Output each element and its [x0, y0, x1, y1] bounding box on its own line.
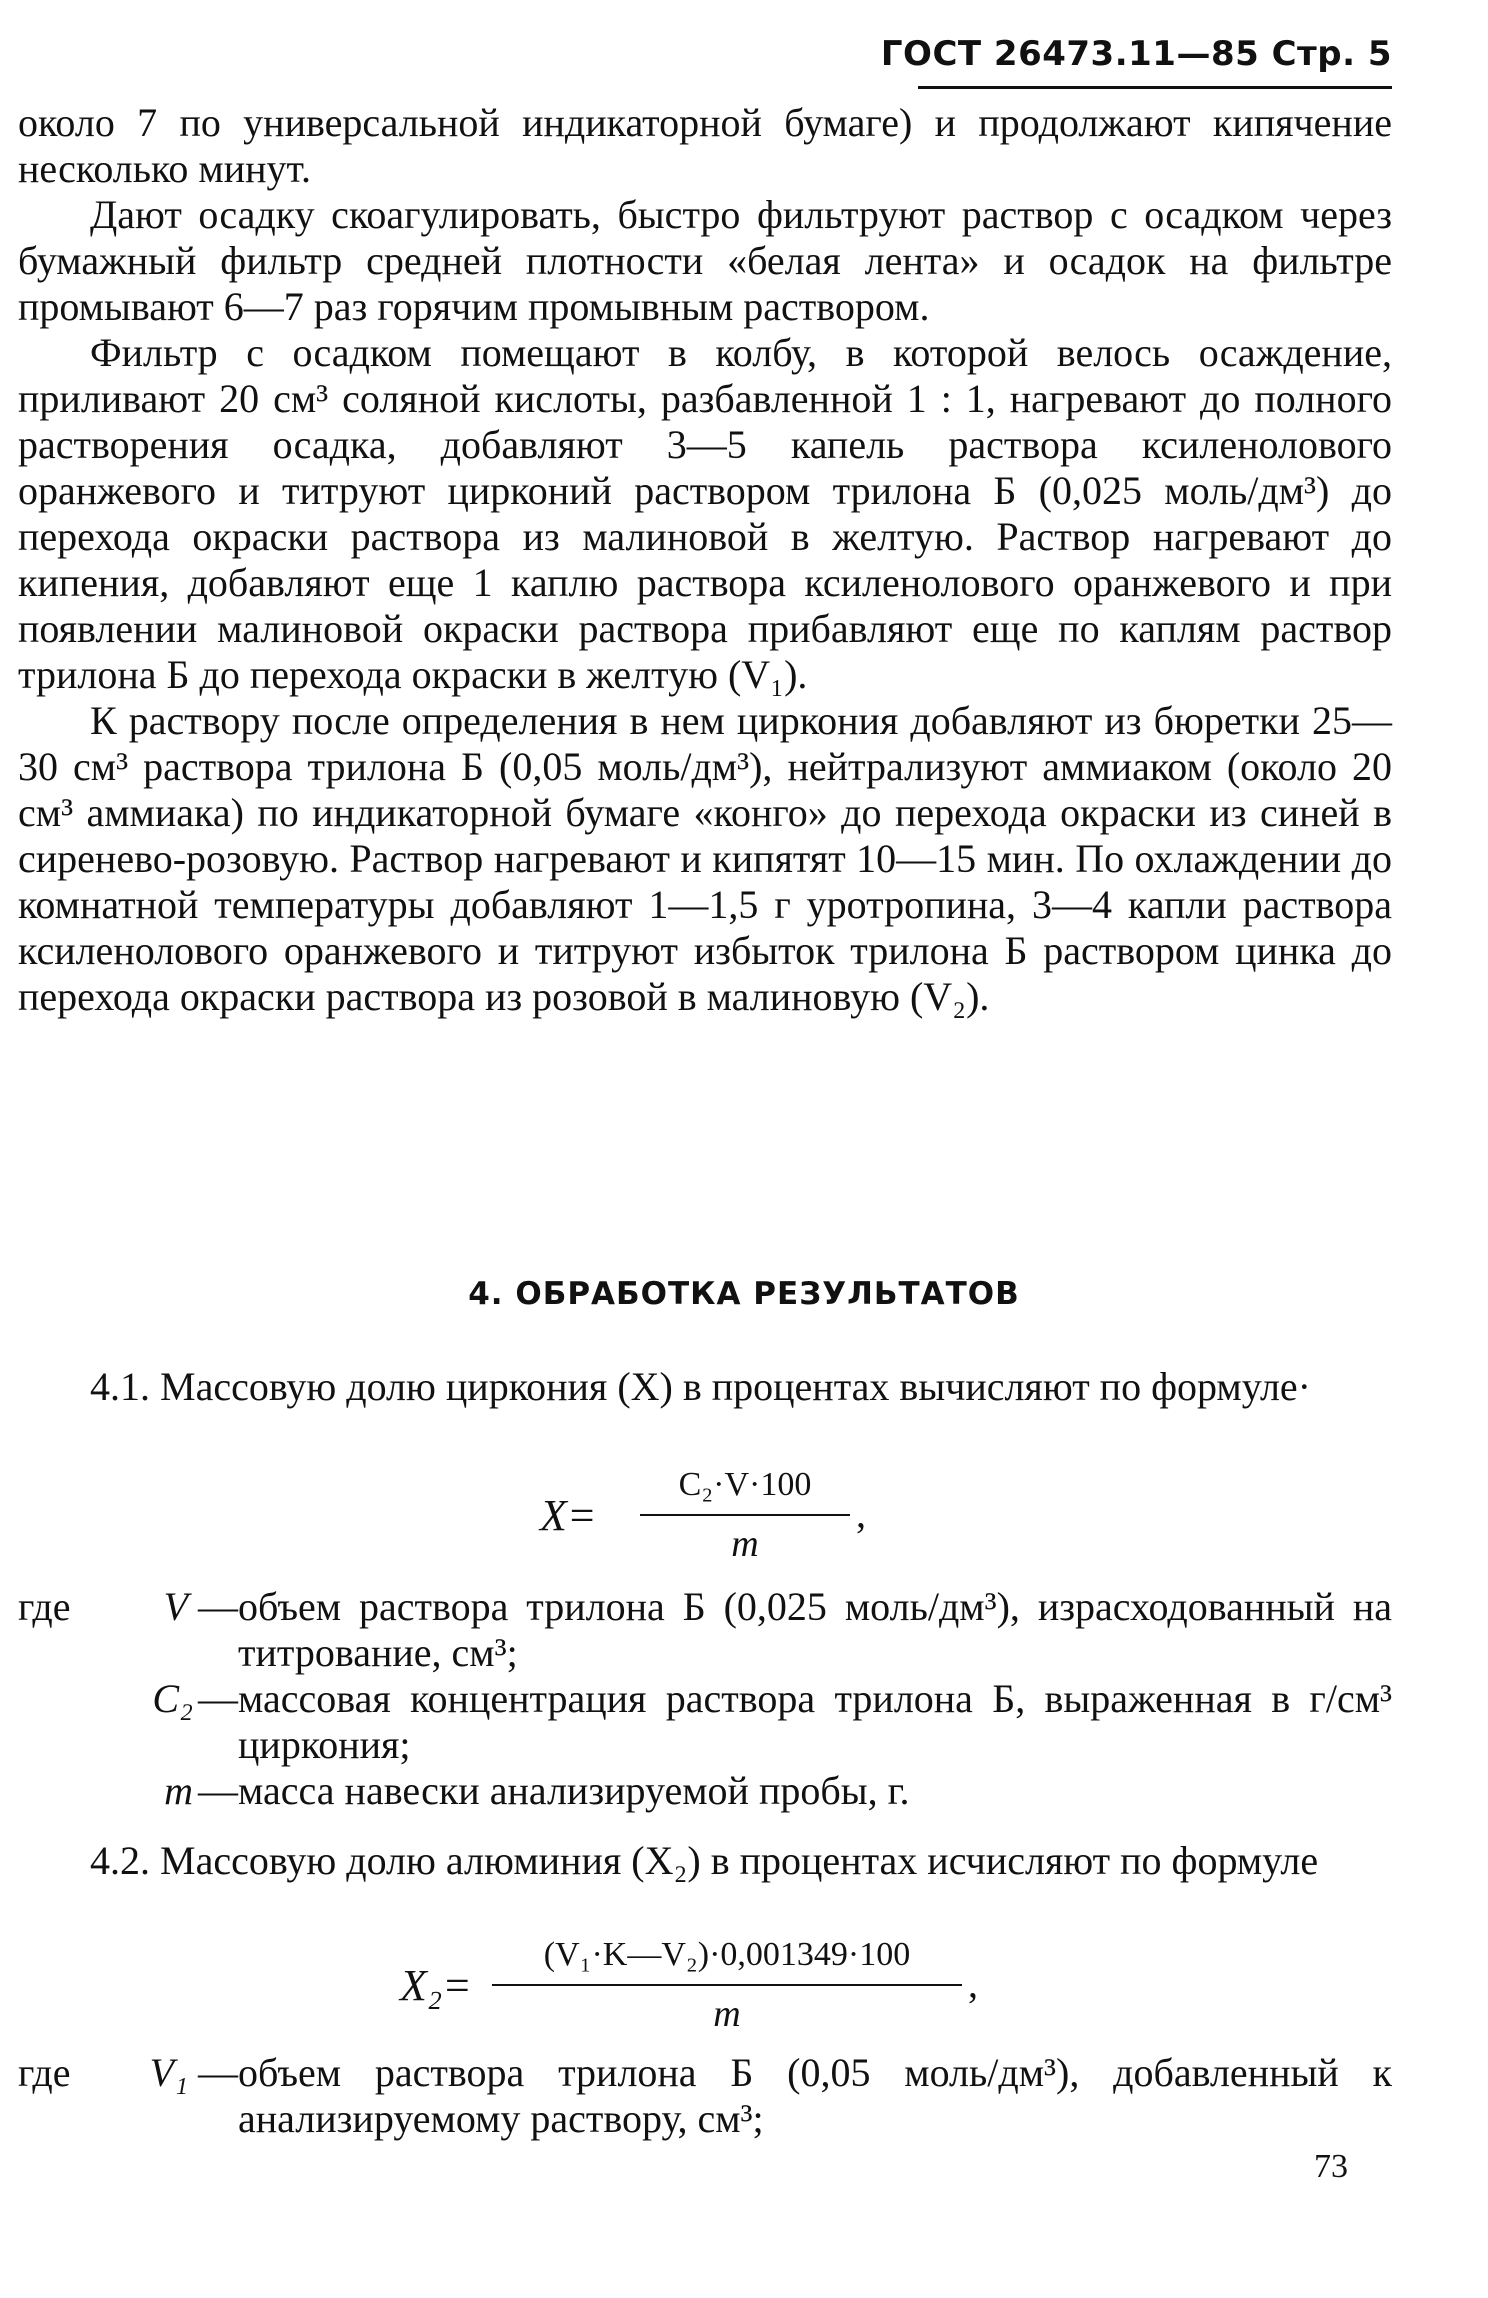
paragraph: Дают осадку скоагулировать, быстро фильтруют раствор с осадком через бумажный фильтр средней плотности «белая лента» и осадок на фильтре промывают 6—7 раз горячим промывным раствором. [18, 192, 1392, 329]
paragraph-4-2 [18, 1838, 1392, 1884]
definition-item [18, 1584, 1392, 1676]
fraction-bar [492, 1984, 962, 1986]
definition-text: масса навески анализируемой пробы, г. [238, 1768, 910, 1813]
definition-symbol: V₁ [149, 2050, 188, 2095]
definition-text: объем раствора трилона Б (0,025 моль/дм³), израсходованный на титрование, см³; [238, 1584, 1392, 1675]
formula-lhs: X₂= [400, 1961, 472, 2010]
paragraph: 4.2. Массовую долю алюминия (X₂) в процентах исчисляют по формуле [90, 1838, 1319, 1883]
formula-lhs: X= [540, 1491, 597, 1540]
page-header: ГОСТ 26473.11—85 Стр. 5 [880, 34, 1392, 74]
formula-denominator: m [713, 1993, 741, 2035]
formula-numerator: (V₁·K—V₂)·0,001349·100 [543, 1936, 911, 1973]
definition-symbol: C₂ [152, 1676, 193, 1721]
definition-dash: — [198, 1768, 238, 1813]
definition-symbol: m [164, 1768, 193, 1813]
paragraph: 4.1. Массовую долю циркония (X) в процентах вычисляют по формуле· [90, 1364, 1311, 1409]
definition-text: объем раствора трилона Б (0,05 моль/дм³), добавленный к анализируемому раствору, см³; [238, 2050, 1392, 2141]
page-number: 73 [1314, 2148, 1348, 2185]
formula-comma: , [968, 1961, 978, 2006]
definitions-2 [18, 2050, 1392, 2142]
formula-denominator: m [731, 1523, 759, 1565]
paragraph: Фильтр с осадком помещают в колбу, в которой велось осаждение, приливают 20 см³ соляной кислоты, разбавленной 1 : 1, нагревают до полного растворения осадка, добавляют 3—5 капель раствора ксиленолового оранжевого и титруют цирконий раствором трилона Б (0,025 моль/дм³) до перехода окраски раствора из малиновой в желтую. Раствор нагревают до кипения, добавляют еще 1 каплю раствора ксиленолового оранжевого и при появлении малиновой окраски раствора прибавляют еще по каплям раствор трилона Б до перехода окраски в желтую (V₁). [18, 330, 1392, 697]
definition-dash: — [198, 1676, 238, 1721]
header-rule [918, 86, 1392, 89]
definition-item [18, 2050, 1392, 2142]
definition-dash: — [198, 1584, 238, 1629]
definition-text: массовая концентрация раствора трилона Б, выраженная в г/см³ циркония; [238, 1676, 1392, 1767]
body-text-top [18, 100, 1392, 1020]
paragraph-4-1 [18, 1364, 1392, 1410]
definition-lead: где [18, 1584, 71, 1629]
paragraph: около 7 по универсальной индикаторной бумаге) и продолжают кипячение несколько минут. [18, 100, 1392, 191]
fraction-bar [640, 1514, 850, 1516]
definitions-1 [18, 1584, 1392, 1814]
definition-item [18, 1676, 1392, 1768]
definition-item [18, 1768, 1392, 1814]
formula-numerator: C₂·V·100 [678, 1466, 812, 1503]
definition-symbol: V [163, 1584, 188, 1629]
section-title: 4. ОБРАБОТКА РЕЗУЛЬТАТОВ [468, 1276, 1020, 1312]
definition-lead: где [18, 2050, 71, 2095]
paragraph: К раствору после определения в нем циркония добавляют из бюретки 25—30 см³ раствора трилона Б (0,05 моль/дм³), нейтрализуют аммиаком (около 20 см³ аммиака) по индикаторной бумаге «конго» до перехода окраски из синей в сиренево-розовую. Раствор нагревают и кипятят 10—15 мин. По охлаждении до комнатной температуры добавляют 1—1,5 г уротропина, 3—4 капли раствора ксиленолового оранжевого и титруют избыток трилона Б раствором цинка до перехода окраски раствора из розовой в малиновую (V₂). [18, 698, 1392, 1019]
definition-dash: — [198, 2050, 238, 2095]
formula-comma: , [856, 1491, 866, 1536]
